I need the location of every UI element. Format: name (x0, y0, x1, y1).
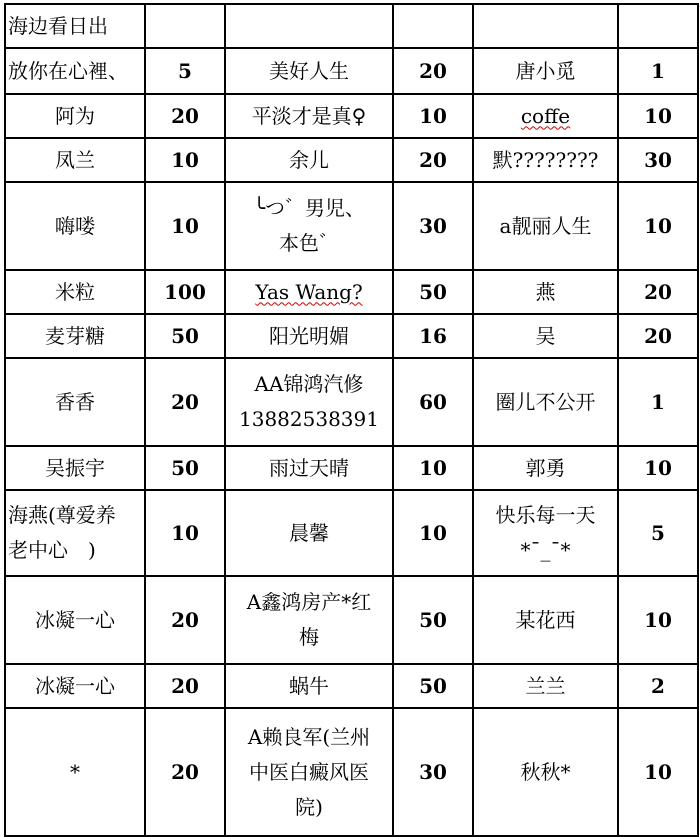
cell-text: 1 (651, 389, 665, 414)
table-row (5, 48, 698, 94)
name-cell (473, 94, 618, 138)
amount-cell (393, 94, 473, 138)
name-cell (5, 490, 145, 576)
cell-text: 麦芽糖 (45, 323, 105, 348)
table-row (5, 490, 698, 576)
name-cell (473, 490, 618, 576)
cell-text: 50 (419, 673, 447, 698)
name-cell (5, 94, 145, 138)
cell-text: 冰凝一心 (35, 673, 115, 698)
table-cell (618, 4, 698, 48)
amount-cell (393, 48, 473, 94)
cell-text: 阿为 (55, 103, 95, 128)
amount-cell (618, 490, 698, 576)
cell-text: 默???????? (492, 147, 599, 172)
amount-cell (618, 708, 698, 836)
cell-text: 美好人生 (269, 58, 349, 83)
name-cell (5, 358, 145, 446)
name-cell (5, 138, 145, 182)
name-cell (473, 358, 618, 446)
amount-cell (618, 182, 698, 270)
table-row (5, 182, 698, 270)
name-cell (5, 446, 145, 490)
name-cell (225, 358, 393, 446)
name-cell (5, 708, 145, 836)
cell-text: 郭勇 (525, 455, 566, 480)
name-cell (473, 182, 618, 270)
name-cell (473, 314, 618, 358)
cell-text: 10 (644, 455, 672, 480)
cell-text: 10 (171, 520, 199, 545)
name-cell (5, 48, 145, 94)
table-row (5, 138, 698, 182)
amount-cell (618, 446, 698, 490)
cell-text: 20 (644, 323, 672, 348)
cell-text: 10 (171, 213, 199, 238)
name-cell (473, 664, 618, 708)
amount-cell (145, 708, 225, 836)
cell-text: 50 (171, 455, 199, 480)
cell-text: 余儿 (289, 147, 329, 172)
cell-text: 50 (419, 607, 447, 632)
name-cell (5, 576, 145, 664)
name-cell (225, 270, 393, 314)
cell-text: 10 (644, 759, 672, 784)
cell-text: 燕 (535, 279, 556, 304)
cell-text: 米粒 (55, 279, 95, 304)
table-body (5, 4, 698, 836)
amount-cell (393, 314, 473, 358)
cell-text: 20 (419, 147, 447, 172)
amount-cell (618, 94, 698, 138)
cell-text: 10 (419, 520, 447, 545)
amount-cell (393, 138, 473, 182)
amount-cell (145, 270, 225, 314)
cell-text: Yas Wang? (255, 279, 363, 304)
amount-cell (145, 314, 225, 358)
name-cell (225, 708, 393, 836)
cell-text: 30 (419, 213, 447, 238)
name-cell (225, 138, 393, 182)
cell-text: 秋秋* (520, 759, 571, 784)
table-row (5, 664, 698, 708)
name-cell (473, 270, 618, 314)
cell-text: 16 (419, 323, 447, 348)
amount-cell (618, 314, 698, 358)
table-row (5, 708, 698, 836)
name-cell (473, 48, 618, 94)
cell-text: 30 (644, 147, 672, 172)
amount-cell (145, 48, 225, 94)
name-cell (225, 446, 393, 490)
cell-text: A赖良军(兰州 中医白癜风医 院) (247, 724, 371, 819)
name-cell (225, 94, 393, 138)
cell-text: 阳光明媚 (269, 323, 349, 348)
amount-cell (393, 490, 473, 576)
table-cell (225, 4, 393, 48)
cell-text: 20 (171, 673, 199, 698)
amount-cell (393, 446, 473, 490)
amount-cell (145, 358, 225, 446)
name-cell (5, 664, 145, 708)
amount-cell (145, 446, 225, 490)
cell-text: 平淡才是真♀ (251, 103, 367, 128)
cell-text: 20 (171, 103, 199, 128)
amount-cell (145, 576, 225, 664)
cell-text: 10 (171, 147, 199, 172)
cell-text: 10 (419, 103, 447, 128)
cell-text: 蜗牛 (289, 673, 329, 698)
amount-cell (618, 270, 698, 314)
table-cell (393, 4, 473, 48)
cell-text: 唐小觅 (515, 58, 576, 83)
cell-text: 50 (171, 323, 199, 348)
name-cell (225, 182, 393, 270)
cell-text: a靓丽人生 (499, 213, 592, 238)
table-row (5, 576, 698, 664)
name-cell (473, 708, 618, 836)
cell-text: 快乐每一天 *ˉ_ˉ* (495, 503, 596, 562)
cell-text: 5 (651, 520, 665, 545)
amount-cell (618, 138, 698, 182)
table-row (5, 358, 698, 446)
cell-text: ╰つ゛男児、 本色゛ (252, 196, 366, 255)
cell-text: 圈儿不公开 (495, 389, 596, 414)
cell-text: 10 (419, 455, 447, 480)
cell-text: coffe (520, 103, 571, 128)
cell-text: 10 (644, 103, 672, 128)
cell-text: 放你在心裡、 (8, 58, 128, 83)
donation-table (4, 3, 699, 837)
amount-cell (393, 708, 473, 836)
amount-cell (145, 182, 225, 270)
amount-cell (618, 358, 698, 446)
amount-cell (393, 664, 473, 708)
amount-cell (618, 48, 698, 94)
cell-text: 某花西 (515, 607, 576, 632)
table-row (5, 4, 698, 48)
table-cell (145, 4, 225, 48)
cell-text: 冰凝一心 (35, 607, 115, 632)
amount-cell (145, 138, 225, 182)
cell-text: 嗨喽 (55, 213, 95, 238)
amount-cell (145, 490, 225, 576)
cell-text: 20 (419, 58, 447, 83)
table-row (5, 314, 698, 358)
cell-text: 香香 (55, 389, 95, 414)
cell-text: 20 (644, 279, 672, 304)
cell-text: 10 (644, 607, 672, 632)
cell-text: 5 (178, 58, 192, 83)
cell-text: 吴振宇 (45, 455, 105, 480)
name-cell (5, 182, 145, 270)
table-cell (473, 4, 618, 48)
amount-cell (393, 182, 473, 270)
cell-text: 50 (419, 279, 447, 304)
amount-cell (393, 270, 473, 314)
cell-text: 雨过天晴 (269, 455, 349, 480)
table-row (5, 94, 698, 138)
cell-text: 20 (171, 389, 199, 414)
cell-text: 60 (419, 389, 447, 414)
cell-text: 10 (644, 213, 672, 238)
name-cell (225, 48, 393, 94)
name-cell (473, 576, 618, 664)
amount-cell (618, 576, 698, 664)
cell-text: 20 (171, 607, 199, 632)
amount-cell (393, 358, 473, 446)
cell-text: 2 (651, 673, 665, 698)
cell-text: 1 (651, 58, 665, 83)
cell-text: 凤兰 (55, 147, 95, 172)
table-row (5, 446, 698, 490)
cell-text: 100 (164, 279, 206, 304)
table-row (5, 270, 698, 314)
name-cell (5, 270, 145, 314)
cell-text: 晨馨 (289, 520, 329, 545)
cell-text: 海燕(尊爱养 老中心 ) (8, 503, 116, 562)
table-cell: 海边看日出 (5, 4, 145, 48)
name-cell (473, 446, 618, 490)
cell-text: * (70, 759, 80, 784)
name-cell (225, 576, 393, 664)
amount-cell (145, 94, 225, 138)
cell-text: 20 (171, 759, 199, 784)
donation-table-container (4, 3, 697, 835)
name-cell (225, 314, 393, 358)
cell-text: AA锦鸿汽修 13882538391 (239, 372, 379, 431)
amount-cell (618, 664, 698, 708)
cell-text: 兰兰 (525, 673, 566, 698)
amount-cell (393, 576, 473, 664)
name-cell (225, 664, 393, 708)
name-cell (473, 138, 618, 182)
name-cell (5, 314, 145, 358)
cell-text: A鑫鸿房产*红 梅 (246, 590, 372, 649)
cell-text: 吴 (535, 323, 556, 348)
amount-cell (145, 664, 225, 708)
cell-text: 30 (419, 759, 447, 784)
name-cell (225, 490, 393, 576)
